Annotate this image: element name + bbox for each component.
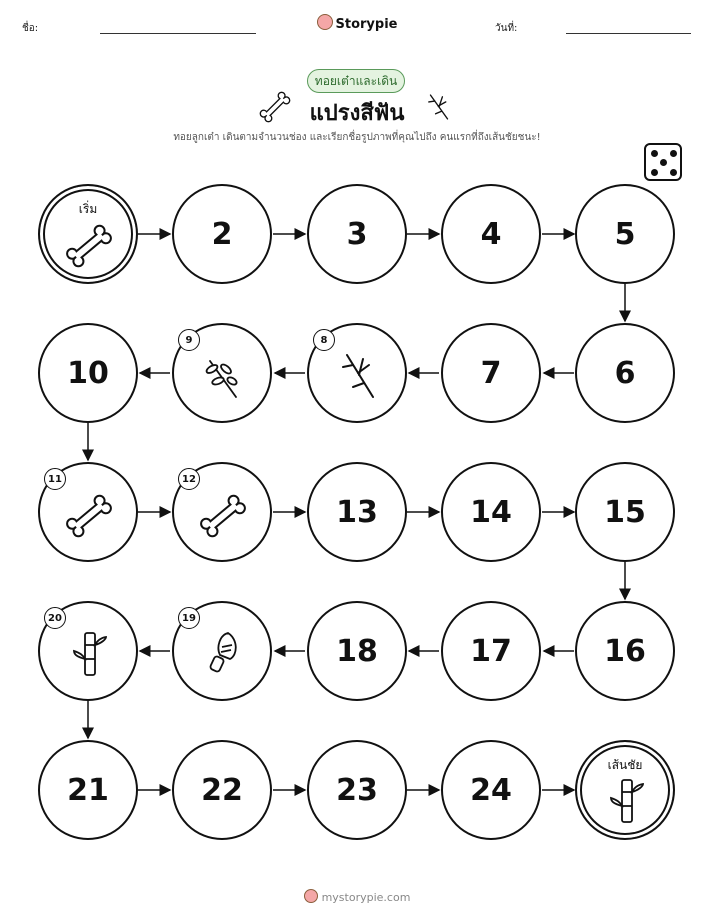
board-space-3 bbox=[307, 184, 407, 284]
bone-icon bbox=[198, 486, 250, 544]
board-space-22 bbox=[172, 740, 272, 840]
leafy-twig-icon bbox=[198, 347, 250, 405]
space-number: 23 bbox=[336, 772, 378, 808]
space-number-badge: 8 bbox=[313, 329, 335, 351]
space-number: 15 bbox=[604, 494, 646, 530]
start-label: เริ่ม bbox=[78, 202, 98, 216]
board-space-11 bbox=[38, 462, 138, 562]
board-space-6 bbox=[575, 323, 675, 423]
bamboo-icon bbox=[64, 625, 116, 683]
space-number-badge: 12 bbox=[178, 468, 200, 490]
brush-icon bbox=[198, 625, 250, 683]
board-space-12 bbox=[172, 462, 272, 562]
bone-icon bbox=[64, 216, 116, 274]
finish-label: เส้นชัย bbox=[607, 758, 643, 772]
space-number: 13 bbox=[336, 494, 378, 530]
board-space-19 bbox=[172, 601, 272, 701]
bone-icon bbox=[64, 486, 116, 544]
space-number: 21 bbox=[67, 772, 109, 808]
space-number: 17 bbox=[470, 633, 512, 669]
board-space-7 bbox=[441, 323, 541, 423]
board-space-14 bbox=[441, 462, 541, 562]
board-space-2 bbox=[172, 184, 272, 284]
date-label: วันที่: bbox=[495, 23, 518, 34]
footer: mystorypie.com bbox=[0, 889, 714, 904]
space-number: 18 bbox=[336, 633, 378, 669]
space-number: 6 bbox=[614, 355, 636, 391]
space-number: 14 bbox=[470, 494, 512, 530]
board-space-4 bbox=[441, 184, 541, 284]
board-space-24 bbox=[441, 740, 541, 840]
board-space-5 bbox=[575, 184, 675, 284]
space-number-badge: 9 bbox=[178, 329, 200, 351]
board-space-16 bbox=[575, 601, 675, 701]
board-space-15 bbox=[575, 462, 675, 562]
space-number: 22 bbox=[201, 772, 243, 808]
start-space bbox=[38, 184, 138, 284]
space-number-badge: 20 bbox=[44, 607, 66, 629]
brand-logo: Storypie bbox=[0, 14, 714, 32]
board-space-23 bbox=[307, 740, 407, 840]
board-space-8 bbox=[307, 323, 407, 423]
space-number-badge: 19 bbox=[178, 607, 200, 629]
name-label: ชื่อ: bbox=[22, 23, 39, 34]
instructions: ทอยลูกเต๋า เดินตามจำนวนช่อง และเรียกชื่อรูปภาพที่คุณไปถึง คนแรกที่ถึงเส้นชัยชนะ! bbox=[173, 132, 541, 143]
board-space-17 bbox=[441, 601, 541, 701]
space-number: 7 bbox=[480, 355, 502, 391]
mascot-icon bbox=[304, 889, 318, 903]
space-number: 2 bbox=[211, 216, 233, 252]
board-space-18 bbox=[307, 601, 407, 701]
page-title: แปรงสีฟัน bbox=[309, 101, 405, 126]
bamboo-icon bbox=[601, 772, 653, 830]
game-type-badge: ทอยเต๋าและเดิน bbox=[307, 69, 405, 93]
finish-space bbox=[575, 740, 675, 840]
board-space-10 bbox=[38, 323, 138, 423]
space-number-badge: 11 bbox=[44, 468, 66, 490]
space-number: 16 bbox=[604, 633, 646, 669]
board-space-20 bbox=[38, 601, 138, 701]
twig-icon bbox=[333, 347, 385, 405]
board-space-9 bbox=[172, 323, 272, 423]
space-number: 10 bbox=[67, 355, 109, 391]
space-number: 5 bbox=[614, 216, 636, 252]
board-space-21 bbox=[38, 740, 138, 840]
space-number: 3 bbox=[346, 216, 368, 252]
space-number: 4 bbox=[480, 216, 502, 252]
space-number: 24 bbox=[470, 772, 512, 808]
board-space-13 bbox=[307, 462, 407, 562]
